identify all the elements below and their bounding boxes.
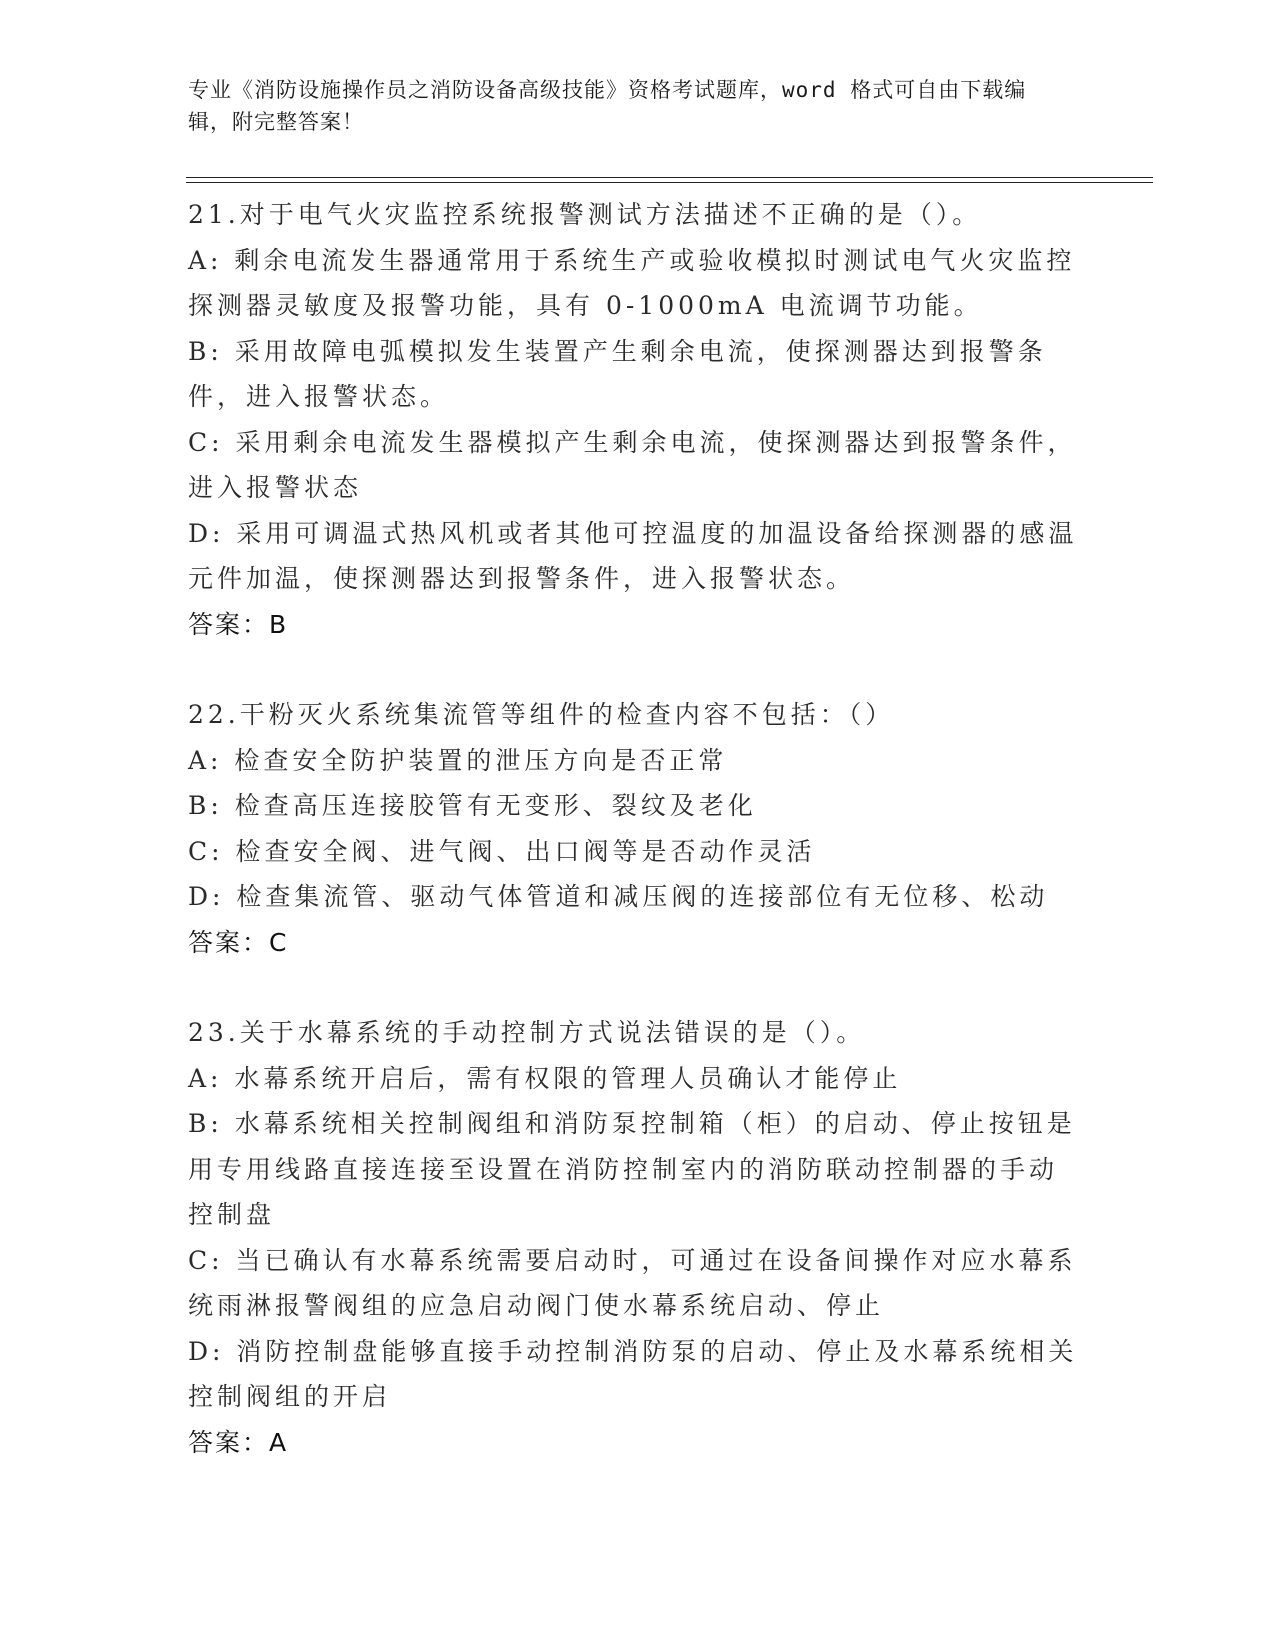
question-22: [188, 692, 1078, 965]
header-divider-top: [186, 177, 1153, 178]
option-d: D: 检查集流管、驱动气体管道和减压阀的连接部位有无位移、松动: [188, 882, 1049, 911]
option-d: D: 采用可调温式热风机或者其他可控温度的加温设备给探测器的感温元件加温，使探测器达到报警条件，进入报警状态。: [188, 518, 1078, 593]
option-c: C: 采用剩余电流发生器模拟产生剩余电流，使探测器达到报警条件，进入报警状态: [188, 427, 1077, 502]
answer-line: 答案：A: [188, 1427, 289, 1457]
answer-line: 答案：B: [188, 609, 289, 639]
option-a: A: 水幕系统开启后，需有权限的管理人员确认才能停止: [188, 1063, 902, 1093]
option-a: A: 剩余电流发生器通常用于系统生产或验收模拟时测试电气火灾监控探测器灵敏度及报警功能，具有 0-1000mA 电流调节功能。: [188, 245, 1076, 320]
question-stem: 21.对于电气火灾监控系统报警测试方法描述不正确的是（）。: [188, 200, 982, 229]
option-c: C: 当已确认有水幕系统需要启动时，可通过在设备间操作对应水幕系统雨淋报警阀组的应急启动阀门使水幕系统启动、停止: [188, 1245, 1077, 1320]
option-d: D: 消防控制盘能够直接手动控制消防泵的启动、停止及水幕系统相关控制阀组的开启: [188, 1336, 1078, 1411]
header-intro-text: 专业《消防设施操作员之消防设备高级技能》资格考试题库，word 格式可自由下载编辑，附完整答案！: [188, 78, 1027, 134]
question-21: [188, 192, 1078, 647]
header-divider-bottom: [186, 182, 1153, 183]
option-b: B: 采用故障电弧模拟发生装置产生剩余电流，使探测器达到报警条件，进入报警状态。: [188, 336, 1047, 411]
option-b: B: 检查高压连接胶管有无变形、裂纹及老化: [188, 791, 757, 820]
option-a: A: 检查安全防护装置的泄压方向是否正常: [188, 745, 728, 775]
question-stem: 23.关于水幕系统的手动控制方式说法错误的是（）。: [188, 1018, 866, 1047]
question-23: [188, 1010, 1078, 1465]
option-b: B: 水幕系统相关控制阀组和消防泵控制箱（柜）的启动、停止按钮是用专用线路直接连接至设置在消防控制室内的消防联动控制器的手动控制盘: [188, 1109, 1076, 1229]
document-header: [188, 74, 1068, 138]
answer-line: 答案：C: [188, 927, 289, 957]
option-c: C: 检查安全阀、进气阀、出口阀等是否动作灵活: [188, 836, 816, 866]
question-stem: 22.干粉灭火系统集流管等组件的检查内容不包括：（）: [188, 700, 895, 729]
question-list: [188, 192, 1078, 1510]
